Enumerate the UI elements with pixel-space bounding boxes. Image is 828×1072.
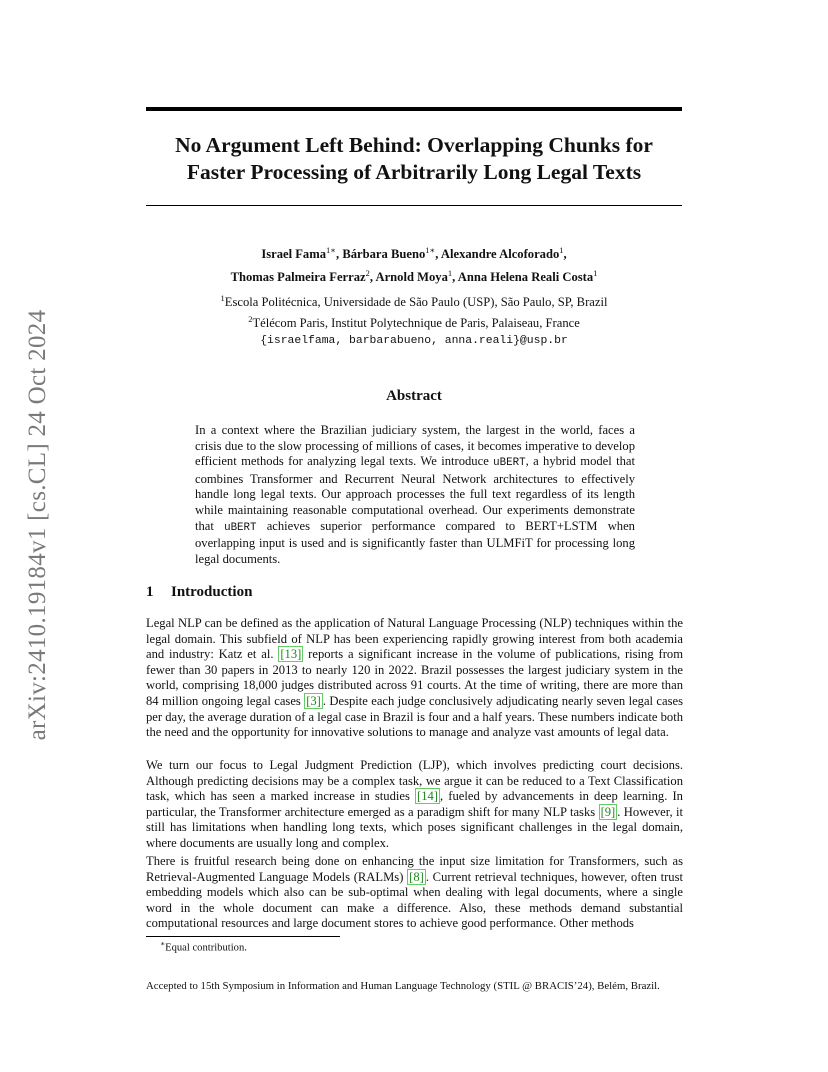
author-name: Bárbara Bueno (342, 247, 426, 262)
author-affil-mark: 2 (365, 268, 370, 279)
author-name: Arnold Moya (375, 270, 448, 285)
paragraph-text: Legal NLP can be defined as the application of Natural Language Processing (NLP) techniques within the legal domain. This subfield of NLP has been experiencing rapidly growing interest from both academia and industry: Katz et al. (146, 616, 683, 662)
abstract-text: , a hybrid model that combines Transformer and Recurrent Neural Network architectures to effectively handle long legal texts. Our approach processes the full text regardless of its length while maintaining reasonable computational overhead. Our experiments demonstrate that (195, 454, 635, 533)
citation-link[interactable]: [13] (280, 647, 302, 662)
abstract-heading: Abstract (386, 388, 442, 404)
intro-paragraph-3 (146, 854, 683, 932)
author-affil-mark: 1∗ (425, 245, 436, 255)
affiliation-mark: 2 (248, 314, 253, 325)
author-emails: {israelfama, barbarabueno, anna.reali}@usp.br (260, 335, 568, 347)
author-affil-mark: 1 (447, 268, 453, 279)
title-line-1: No Argument Left Behind: Overlapping Chunks for (175, 133, 653, 157)
top-rule (146, 107, 682, 111)
section-heading-introduction (146, 584, 252, 601)
paragraph-text: reports a significant increase in the volume of publications, rising from fewer than 30 papers in 2013 to nearly 120 in 2022. Brazil possesses the largest judiciary system in the world, comprising 18,000 judges distributed across 91 courts. At the time of writing, there are more than 84 million ongoing legal cases (146, 647, 683, 708)
citation-link[interactable]: [9] (600, 804, 616, 819)
citation-link[interactable]: [3] (306, 693, 321, 708)
footnote (160, 939, 247, 954)
affiliation-mark: 1 (220, 293, 225, 303)
title-bottom-rule (146, 205, 682, 206)
affiliation-2 (146, 311, 682, 332)
paragraph-text: , fueled by advancements in deep learning. In particular, the Transformer architecture emerged as a paradigm shift for many NLP tasks (146, 789, 683, 819)
author-affil-mark: 1 (593, 268, 598, 279)
author-line-2: Thomas Palmeira Ferraz$^2$, Arnold Moya$^1$, Anna Helena Reali Costa$^1$ (230, 268, 598, 285)
author-list (146, 241, 682, 287)
affiliation-list (146, 290, 682, 332)
author-name: Anna Helena Reali Costa (457, 270, 594, 285)
paragraph-text: . Despite each judge conclusively adjudicating nearly seven legal cases per day, the average duration of a legal case in Brazil is four and a half years. These numbers indicate both the need and the opportunity for innovative solutions to manage and analyze vast amounts of legal data. (146, 693, 683, 740)
model-name: uBERT (493, 457, 526, 470)
intro-paragraph-1 (146, 616, 683, 741)
section-title: Introduction (171, 584, 253, 600)
affiliation-1 (146, 290, 682, 311)
affiliation-text: Escola Politécnica, Universidade de São Paulo (USP), São Paulo, SP, Brazil (224, 295, 608, 310)
author-affil-mark: 1 (326, 245, 331, 255)
abstract-text: In a context where the Brazilian judiciary system, the largest in the world, faces a crisis due to the slow processing of millions of cases, it becomes imperative to develop efficient methods for analyzing legal texts. We introduce (195, 423, 635, 469)
paragraph-text: . Current retrieval techniques, however, often trust embedding models which also can be sub-optimal when dealing with legal documents, where a single word in the whole document can make a difference. Also, these methods demand substantial computational resources and large document stores to achieve good performance. Other methods (146, 869, 684, 931)
paragraph-text: We turn our focus to Legal Judgment Prediction (LJP), which involves predicting court decisions. Although predicting decisions may be a complex task, we argue it can be reduced to a Text Classification task, which has seen a marked increase in studies (146, 758, 683, 804)
title-line-2: Faster Processing of Arbitrarily Long Legal Texts (186, 160, 642, 184)
author-name: Alexandre Alcoforado (440, 247, 560, 262)
author-equal-mark: ∗ (330, 245, 337, 255)
paragraph-text: . However, it still has limitations when handling long texts, which poses significant challenges in the legal domain, where documents are usually long and complex. (146, 804, 684, 850)
arxiv-identifier-stamp: arXiv:2410.19184v1 [cs.CL] 24 Oct 2024 (24, 309, 51, 741)
abstract-body (195, 423, 635, 567)
author-line-1: Israel Fama$^{1∗}$, Bárbara Bueno$^{1∗}$, Alexandre Alcoforado$^1$, (261, 245, 567, 262)
citation-link[interactable]: [14] (417, 789, 438, 804)
acceptance-note: Accepted to 15th Symposium in Information and Human Language Technology (STIL @ BRACIS’24), Belém, Brazil. (146, 980, 660, 992)
intro-paragraph-2 (146, 758, 683, 852)
citation-link[interactable]: [8] (409, 869, 424, 884)
section-number: 1 (146, 584, 154, 600)
author-name: Thomas Palmeira Ferraz (230, 270, 366, 285)
paper-title (146, 132, 682, 186)
model-name: uBERT (224, 521, 257, 534)
footnote-rule (146, 936, 340, 937)
footnote-text: Equal contribution. (165, 942, 247, 954)
abstract-text: achieves superior performance compared to BERT+LSTM when overlapping input is used and is significantly faster than ULMFiT for processing long legal documents. (195, 518, 635, 566)
author-name: Israel Fama (261, 247, 327, 262)
paragraph-text: There is fruitful research being done on enhancing the input size limitation for Transformers, such as Retrieval-Augmented Language Models (RALMs) (146, 854, 683, 884)
affiliation-text: Télécom Paris, Institut Polytechnique de Paris, Palaiseau, France (252, 316, 580, 331)
author-affil-mark: 1 (559, 245, 564, 255)
footnote-mark: ∗ (160, 939, 166, 948)
